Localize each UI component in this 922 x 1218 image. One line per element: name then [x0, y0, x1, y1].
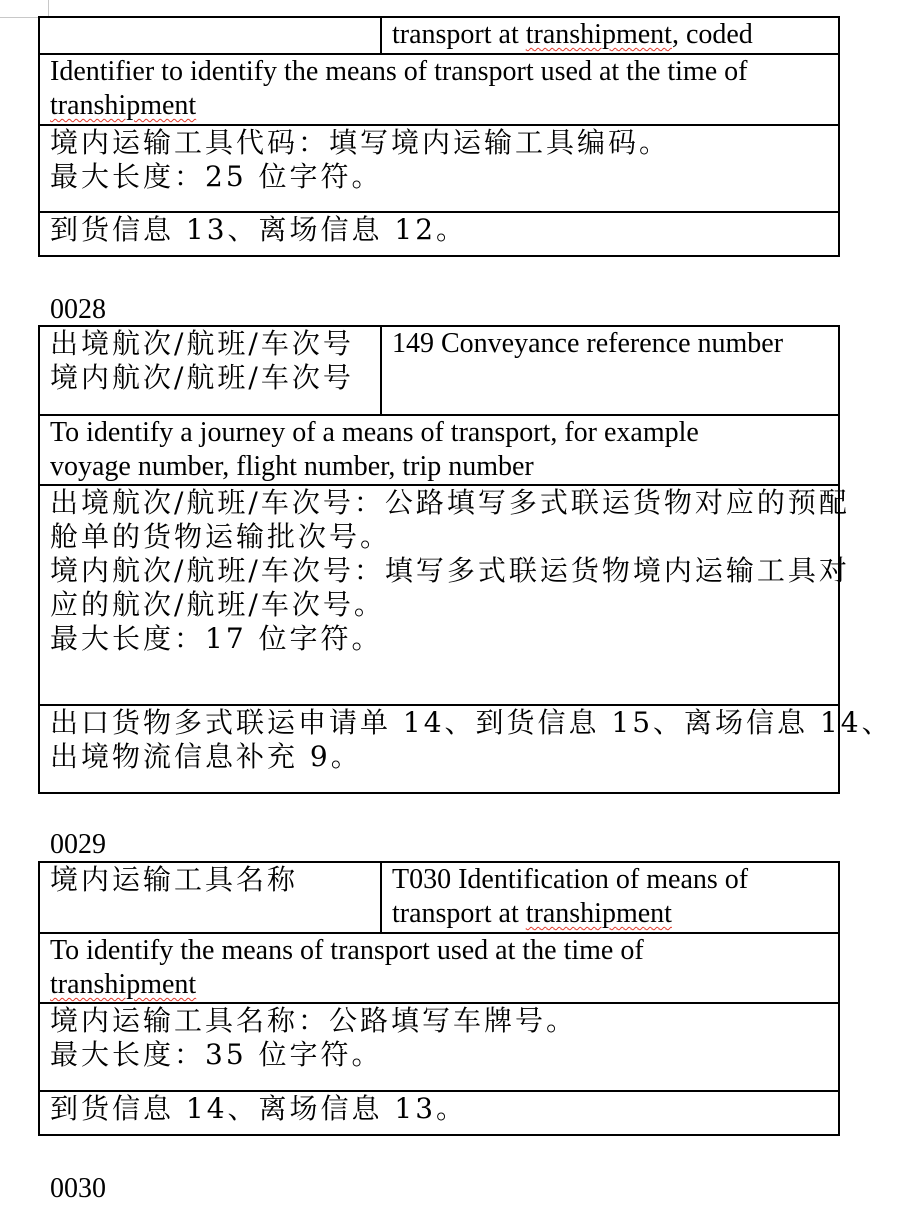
field-number-0029: 0029	[50, 829, 106, 860]
description-line: 出境航次/航班/车次号：公路填写多式联运货物对应的预配	[50, 486, 850, 519]
field-code: 149 Conveyance reference number	[392, 328, 784, 359]
field-table-0029	[38, 861, 840, 1136]
code-text: transport at	[392, 19, 526, 50]
field-name-line: 出境航次/航班/车次号	[50, 327, 354, 360]
description-line: 最大长度：17 位字符。	[50, 622, 383, 655]
description-line: 舱单的货物运输批次号。	[50, 520, 392, 553]
field-table-0027	[38, 16, 840, 257]
usage-cell	[39, 1091, 839, 1135]
field-code-line: T030 Identification of means of	[392, 864, 749, 895]
description-cell	[39, 125, 839, 212]
description-cell	[39, 485, 850, 705]
code-text: , coded	[671, 19, 753, 50]
description-line: 境内航次/航班/车次号：填写多式联运货物境内运输工具对	[50, 554, 850, 587]
field-code-spellcheck: transhipment	[525, 898, 672, 929]
field-number-0030: 0030	[50, 1173, 106, 1204]
description-line: 最大长度：25 位字符。	[50, 160, 383, 193]
definition-line-spellcheck: transhipment	[50, 90, 197, 121]
usage-line: 到货信息 14、离场信息 13。	[50, 1092, 468, 1125]
code-text-spellcheck: transhipment	[525, 19, 672, 50]
field-code-cell	[381, 326, 839, 415]
definition-cell	[39, 933, 839, 1003]
description-line: 最大长度：35 位字符。	[50, 1038, 383, 1071]
field-number-0028: 0028	[50, 294, 106, 325]
field-name-cell	[39, 326, 381, 415]
description-line: 应的航次/航班/车次号。	[50, 588, 385, 621]
field-code-cell	[381, 17, 839, 54]
description-line: 境内运输工具名称：公路填写车牌号。	[50, 1004, 578, 1037]
field-table-0028	[38, 325, 893, 794]
definition-cell	[39, 415, 839, 485]
description-line: 境内运输工具代码：填写境内运输工具编码。	[50, 126, 671, 159]
usage-line: 出境物流信息补充 9。	[50, 740, 362, 773]
definition-line: voyage number, flight number, trip number	[50, 451, 534, 482]
definition-line: To identify the means of transport used at the time of	[50, 935, 644, 966]
usage-line: 到货信息 13、离场信息 12。	[50, 213, 468, 246]
definition-line: Identifier to identify the means of transport used at the time of	[50, 56, 748, 87]
definition-line-spellcheck: transhipment	[50, 969, 197, 1000]
definition-cell	[39, 54, 839, 125]
usage-cell	[39, 705, 893, 793]
field-name-line: 境内航次/航班/车次号	[50, 361, 354, 394]
usage-cell	[39, 212, 839, 256]
usage-line: 出口货物多式联运申请单 14、到货信息 15、离场信息 14、	[50, 706, 893, 739]
definition-line: To identify a journey of a means of transport, for example	[50, 417, 699, 448]
field-code-line: transport at	[392, 898, 526, 929]
description-cell	[39, 1003, 839, 1091]
field-name-cell	[39, 862, 381, 933]
field-name-cell	[39, 17, 381, 54]
field-code-cell	[381, 862, 839, 933]
field-name: 境内运输工具名称	[50, 863, 299, 896]
